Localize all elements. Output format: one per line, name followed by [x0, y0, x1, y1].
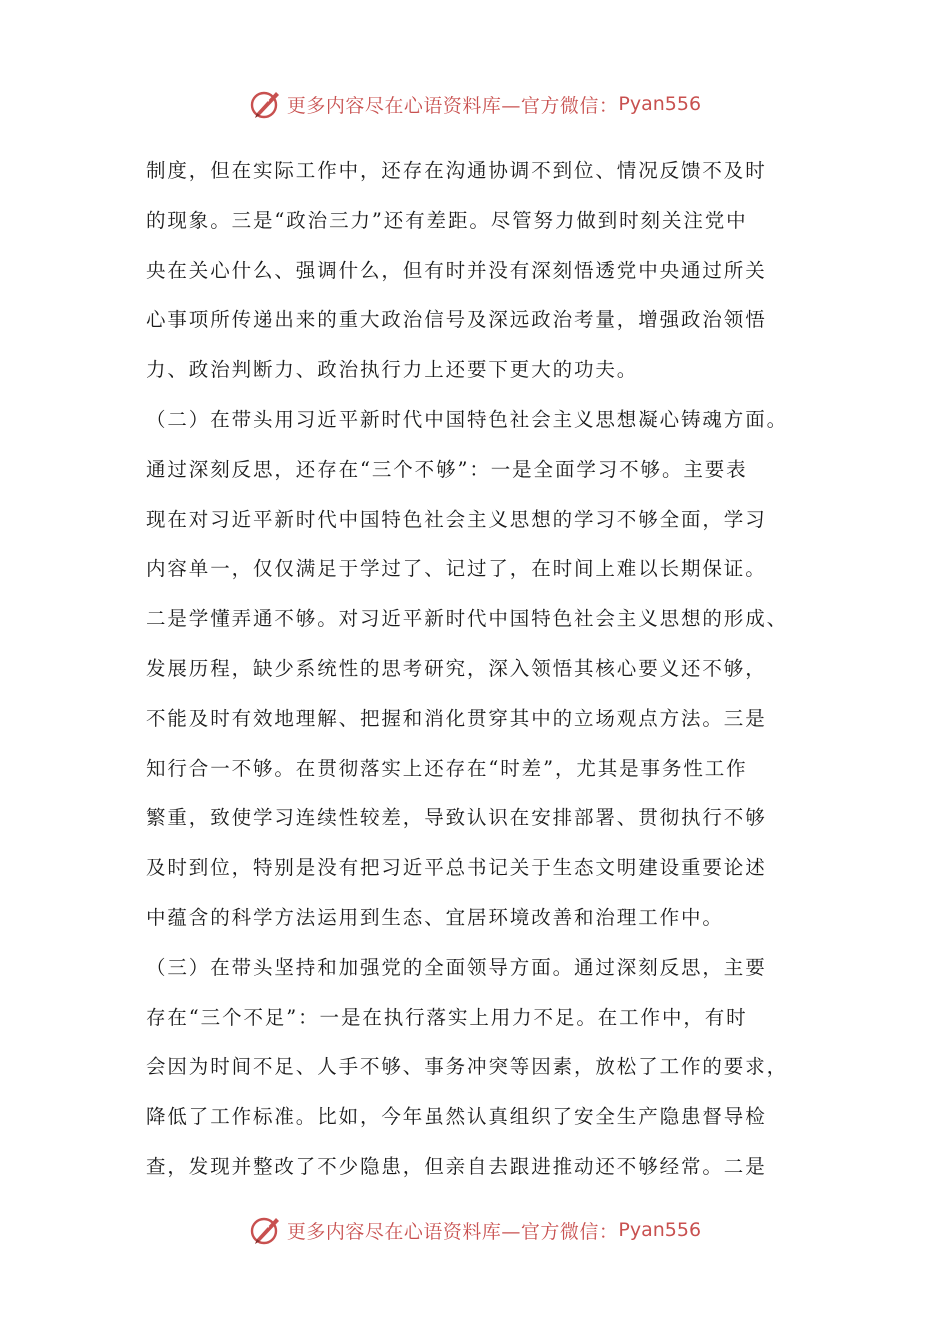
text-line: 心事项所传递出来的重大政治信号及深远政治考量，增强政治领悟: [146, 308, 767, 332]
text-line: 内容单一，仅仅满足于学过了、记过了，在时间上难以长期保证。: [146, 557, 767, 581]
header-watermark-banner: [0, 84, 950, 124]
text-line: 查，发现并整改了不少隐患，但亲自去跟进推动还不够经常。二是: [146, 1154, 767, 1178]
text-line: 通过深刻反思，还存在“三个不够”：一是全面学习不够。主要表: [146, 457, 748, 481]
footer-watermark-banner: [0, 1210, 950, 1250]
pen-logo-icon: [249, 87, 283, 121]
text-line: 会因为时间不足、人手不够、事务冲突等因素，放松了工作的要求，: [146, 1055, 789, 1079]
text-line: 知行合一不够。在贯彻落实上还存在“时差”，尤其是事务性工作: [146, 756, 748, 780]
text-line: 中蕴含的科学方法运用到生态、宜居环境改善和治理工作中。: [146, 905, 724, 929]
watermark-text: 更多内容尽在心语资料库—官方微信：: [286, 1220, 619, 1243]
text-line: 的现象。三是“政治三力”还有差距。尽管努力做到时刻关注党中: [146, 208, 748, 232]
text-line: 现在对习近平新时代中国特色社会主义思想的学习不够全面，学习: [146, 507, 767, 531]
text-line: 二是学懂弄通不够。对习近平新时代中国特色社会主义思想的形成、: [146, 607, 789, 631]
text-line: 央在关心什么、强调什么，但有时并没有深刻悟透党中央通过所关: [146, 258, 767, 282]
text-line: 力、政治判断力、政治执行力上还要下更大的功夫。: [146, 358, 639, 382]
text-line: 发展历程，缺少系统性的思考研究，深入领悟其核心要义还不够，: [146, 656, 767, 680]
text-line: 存在“三个不足”：一是在执行落实上用力不足。在工作中，有时: [146, 1005, 748, 1029]
document-body: [146, 152, 816, 1198]
watermark-text: 更多内容尽在心语资料库—官方微信：: [286, 94, 619, 117]
section-heading-line: （三）在带头坚持和加强党的全面领导方面。通过深刻反思，主要: [146, 955, 767, 979]
text-line: 降低了工作标准。比如，今年虽然认真组织了安全生产隐患督导检: [146, 1105, 767, 1129]
text-line: 及时到位，特别是没有把习近平总书记关于生态文明建设重要论述: [146, 856, 767, 880]
pen-logo-icon: [249, 1213, 283, 1247]
text-line: 制度，但在实际工作中，还存在沟通协调不到位、情况反馈不及时: [146, 159, 767, 182]
text-line: 繁重，致使学习连续性较差，导致认识在安排部署、贯彻执行不够: [146, 806, 767, 830]
section-heading-line: （二）在带头用习近平新时代中国特色社会主义思想凝心铸魂方面。: [146, 407, 789, 431]
watermark-wechat-id: Pyan556: [618, 1219, 702, 1241]
watermark-wechat-id: Pyan556: [618, 93, 702, 115]
text-line: 不能及时有效地理解、把握和消化贯穿其中的立场观点方法。三是: [146, 706, 767, 730]
